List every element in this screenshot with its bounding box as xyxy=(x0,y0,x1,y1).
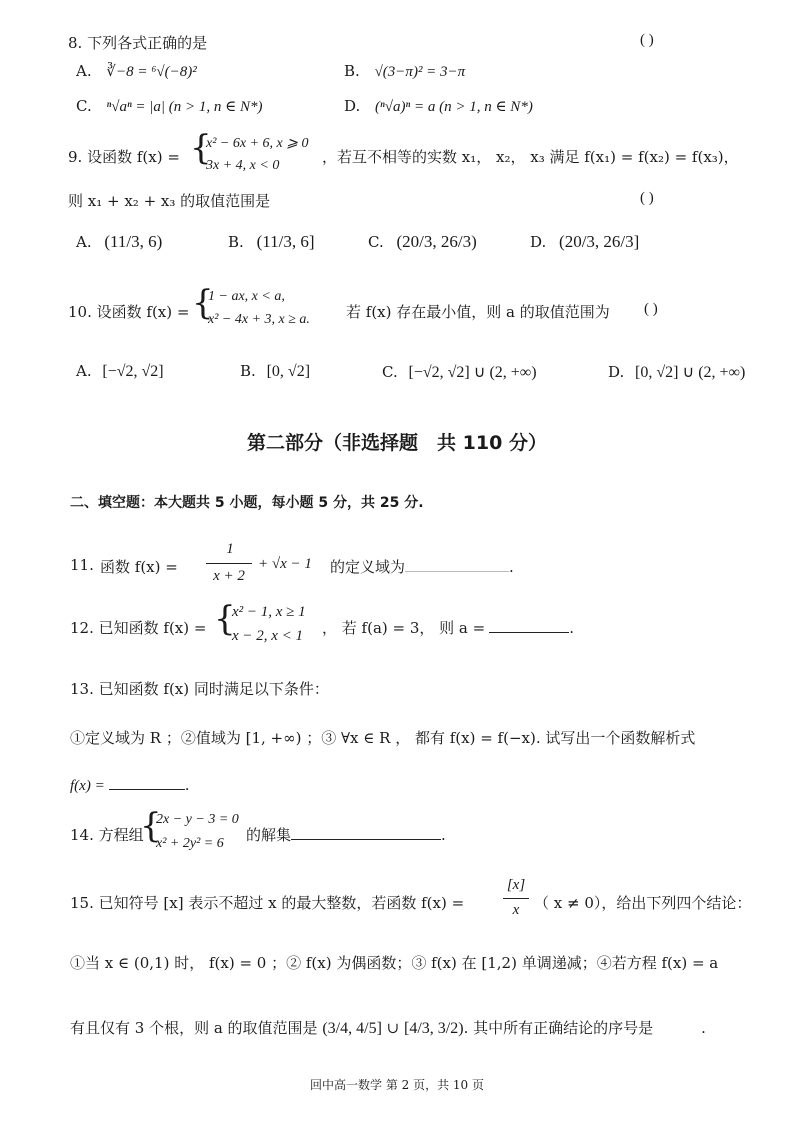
q10-prefix: 10. 设函数 f(x) = xyxy=(68,303,190,321)
q15-line2: ①当 x ∈ (0,1) 时， f(x) = 0 ；② f(x) 为偶函数；③ f(x) 在 [1,2) 单调递减；④若方程 f(x) = a xyxy=(70,954,719,972)
q15-frac-den: x xyxy=(512,902,520,918)
q14-prefix: 14. 方程组 xyxy=(70,826,144,844)
q10-piece1: 1 − ax, x < a, xyxy=(208,289,285,304)
q9-piece1: x² − 6x + 6, x ⩾ 0 xyxy=(206,136,309,151)
q9-prefix: 9. 设函数 f(x) = xyxy=(68,148,180,166)
q11-suffix-text: 的定义域为 xyxy=(330,558,406,576)
q14-suffix-text: 的解集 xyxy=(246,826,292,844)
q9-option-b xyxy=(228,232,315,252)
option-text: ∛−8 = ⁶√(−8)² xyxy=(106,64,197,80)
q8-option-d xyxy=(344,97,533,116)
q14-brace: { xyxy=(140,806,162,846)
q9-line2: 则 x₁ + x₂ + x₃ 的取值范围是 xyxy=(68,192,271,210)
q12-suffix xyxy=(322,617,574,638)
q11-sqrt-term: + √x − 1 xyxy=(258,556,312,572)
q15-interval1: (3/4, 4/5] xyxy=(322,1020,382,1037)
option-text: [0, √2] xyxy=(266,363,311,380)
option-text: [0, √2] ∪ (2, +∞) xyxy=(635,364,746,381)
q10-answer-paren: ( ) xyxy=(644,301,658,317)
option-label: B. xyxy=(228,233,244,251)
q9-brace: { xyxy=(190,128,212,168)
q8-stem: 8. 下列各式正确的是 xyxy=(68,34,208,52)
q15-line3-prefix: 有且仅有 3 个根，则 a 的取值范围是 xyxy=(70,1019,318,1037)
q11-fraction-bar xyxy=(206,563,252,564)
q13-line3 xyxy=(70,776,189,795)
page-footer: 回中高一数学 第 2 页，共 10 页 xyxy=(310,1078,484,1092)
option-text: (11/3, 6] xyxy=(256,232,315,251)
q15-interval2: [4/3, 3/2) xyxy=(404,1020,464,1037)
option-label: A. xyxy=(76,362,92,380)
q10-option-b xyxy=(240,362,310,381)
q14-eq1: 2x − y − 3 = 0 xyxy=(156,812,239,827)
option-label: D. xyxy=(608,363,625,381)
option-label: A. xyxy=(76,233,92,251)
option-label: D. xyxy=(530,233,547,251)
q11-num: 11. xyxy=(70,556,94,574)
q15-end: . xyxy=(701,1019,706,1037)
section2-heading: 二、填空题：本大题共 5 小题，每小题 5 分，共 25 分. xyxy=(70,495,424,511)
option-text: ⁿ√aⁿ = |a| (n > 1, n ∈ N*) xyxy=(106,99,263,115)
option-text: (ⁿ√a)ⁿ = a (n > 1, n ∈ N*) xyxy=(375,99,533,115)
q8-option-b xyxy=(344,62,465,81)
q9-suffix: ，若互不相等的实数 x₁， x₂， x₃ 满足 f(x₁) = f(x₂) = f(x₃)， xyxy=(322,148,739,166)
q13-line3-prefix: f(x) = xyxy=(70,778,105,794)
option-text: √(3−π)² = 3−π xyxy=(374,64,466,80)
q15-fraction-bar xyxy=(503,898,529,899)
q11-answer-blank[interactable] xyxy=(405,571,509,572)
q12-answer-blank[interactable] xyxy=(489,632,569,633)
q10-brace: { xyxy=(192,283,214,323)
option-text: (20/3, 26/3) xyxy=(396,232,477,251)
q9-option-a xyxy=(76,232,162,252)
q15-union: ∪ xyxy=(386,1019,400,1037)
option-label: C. xyxy=(382,363,398,381)
q13-line2: ①定义域为 R ；②值域为 [1, +∞) ；③ ∀x ∈ R ， 都有 f(x) = f(−x). 试写出一个函数解析式 xyxy=(70,729,696,747)
q10-suffix: 若 f(x) 存在最小值，则 a 的取值范围为 xyxy=(346,303,610,321)
q8-option-c xyxy=(76,97,263,116)
q10-option-a xyxy=(76,362,164,381)
option-label: A. xyxy=(76,62,92,80)
option-text: (20/3, 26/3] xyxy=(559,232,640,251)
q13-line1: 13. 已知函数 f(x) 同时满足以下条件： xyxy=(70,680,329,698)
q9-answer-paren: ( ) xyxy=(640,190,654,206)
q9-option-c xyxy=(368,232,477,252)
q12-brace: { xyxy=(214,599,236,639)
q12-suffix-text: ， 若 f(a) = 3， 则 a = xyxy=(322,619,486,637)
option-text: [−√2, √2] xyxy=(102,363,164,380)
q14-eq2: x² + 2y² = 6 xyxy=(156,836,224,851)
q12-piece2: x − 2, x < 1 xyxy=(232,628,304,644)
q12-end: . xyxy=(569,619,574,637)
q14-end: . xyxy=(441,826,446,844)
q15-line3-suffix: . 其中所有正确结论的序号是 xyxy=(463,1019,654,1037)
q11-end: . xyxy=(509,558,514,576)
option-label: D. xyxy=(344,97,361,115)
q10-option-d xyxy=(608,362,745,382)
q11-denominator: x + 2 xyxy=(213,568,245,584)
option-label: C. xyxy=(368,233,384,251)
q13-answer-blank[interactable] xyxy=(109,789,185,790)
option-text: (11/3, 6) xyxy=(104,232,163,251)
q8-option-a xyxy=(76,62,197,81)
q13-end: . xyxy=(184,776,190,794)
q8-answer-paren: ( ) xyxy=(640,32,654,48)
q15-line3 xyxy=(70,1017,706,1038)
option-label: B. xyxy=(344,62,360,80)
q11-func-text: 函数 f(x) = xyxy=(100,558,178,576)
q15-frac-num: [x] xyxy=(506,877,526,893)
q11-suffix xyxy=(330,556,514,577)
option-label: C. xyxy=(76,97,92,115)
q15-line1-prefix: 15. 已知符号 [x] 表示不超过 x 的最大整数，若函数 f(x) = xyxy=(70,894,465,912)
q9-option-d xyxy=(530,232,639,252)
q14-answer-blank[interactable] xyxy=(291,839,441,840)
option-text: [−√2, √2] ∪ (2, +∞) xyxy=(408,364,537,381)
q15-line1-suffix: （ x ≠ 0），给出下列四个结论： xyxy=(534,894,752,912)
q12-prefix: 12. 已知函数 f(x) = xyxy=(70,619,207,637)
q14-suffix xyxy=(246,824,446,845)
q10-piece2: x² − 4x + 3, x ≥ a. xyxy=(208,312,310,327)
q12-piece1: x² − 1, x ≥ 1 xyxy=(232,604,306,620)
q11-numerator: 1 xyxy=(226,541,234,557)
q9-piece2: 3x + 4, x < 0 xyxy=(206,158,280,173)
part2-title: 第二部分（非选择题 共 110 分） xyxy=(247,432,547,454)
option-label: B. xyxy=(240,362,256,380)
q10-option-c xyxy=(382,362,537,382)
